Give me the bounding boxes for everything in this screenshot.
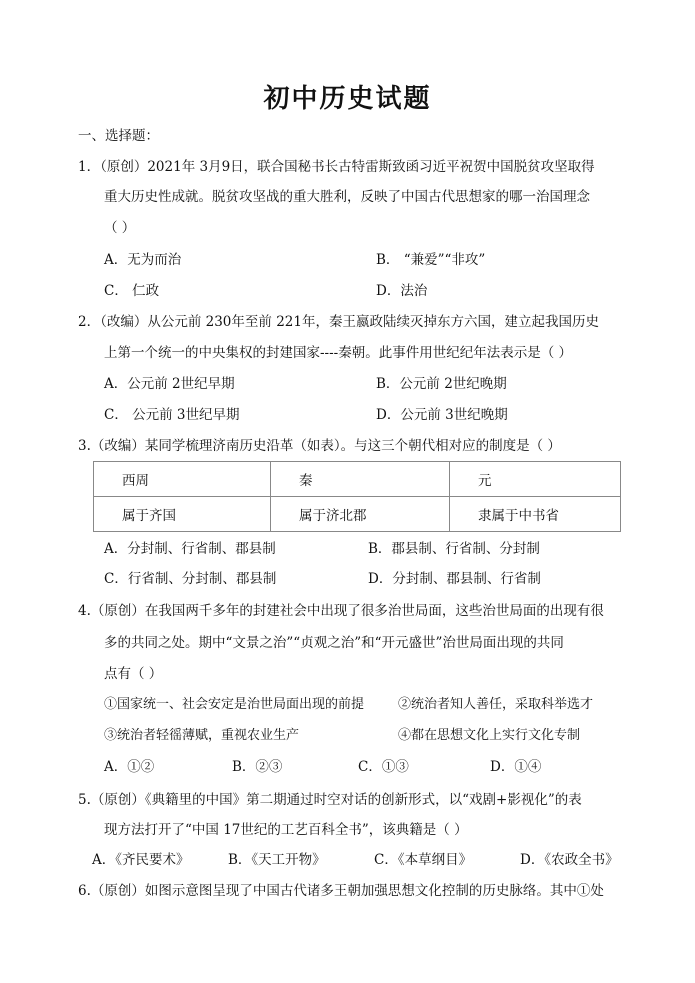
question-5-option-a: A．《齐民要术》 xyxy=(92,852,190,868)
question-2-option-d: D．公元前 3世纪晚期 xyxy=(376,407,508,423)
question-2-option-b: B．公元前 2世纪晚期 xyxy=(376,376,507,392)
question-1-option-c: C． 仁政 xyxy=(104,283,160,299)
question-5-line-1: 5.（原创）《典籍里的中国》第二期通过时空对话的创新形式，以“戏剧+影视化”的表 xyxy=(78,792,582,808)
question-4-line-1: 4.（原创）在我国两千多年的封建社会中出现了很多治世局面，这些治世局面的出现有很 xyxy=(78,603,604,619)
question-4-option-c: C．①③ xyxy=(358,759,409,775)
question-3-option-a: A．分封制、行省制、郡县制 xyxy=(104,541,276,557)
question-5-option-c: C．《本草纲目》 xyxy=(374,852,473,868)
question-3-option-c: C．行省制、分封制、郡县制 xyxy=(104,571,277,587)
history-table xyxy=(93,461,621,532)
question-5-line-2: 现方法打开了“中国 17世纪的工艺百科全书”，该典籍是（ ） xyxy=(104,822,468,838)
question-1-line-2: 重大历史性成就。脱贫攻坚战的重大胜利，反映了中国古代思想家的哪一治国理念 xyxy=(104,189,590,205)
question-4-statement-3: ③统治者轻徭薄赋，重视农业生产 xyxy=(104,728,300,743)
question-2-option-a: A．公元前 2世纪早期 xyxy=(104,376,235,392)
question-2-line-1: 2．（改编）从公元前 230年至前 221年，秦王嬴政陆续灭掉东方六国，建立起我国历史 xyxy=(78,314,599,330)
question-2-line-2: 上第一个统一的中央集权的封建国家----秦朝。此事件用世纪纪年法表示是（ ） xyxy=(104,345,573,361)
question-3-option-b: B．郡县制、行省制、分封制 xyxy=(368,541,540,557)
question-5-option-d: D．《农政全书》 xyxy=(520,852,619,868)
table-cell: 属于齐国 xyxy=(94,497,271,532)
question-4-option-b: B．②③ xyxy=(232,759,283,775)
question-3-stem: 3.（改编）某同学梳理济南历史沿革（如表）。与这三个朝代相对应的制度是（ ） xyxy=(78,438,561,454)
section-heading: 一、选择题： xyxy=(78,128,159,144)
question-4-option-d: D．①④ xyxy=(490,759,542,775)
question-1-line-1: 1．（原创）2021年 3月9日，联合国秘书长古特雷斯致函习近平祝贺中国脱贫攻坚取得 xyxy=(78,159,595,175)
table-row xyxy=(94,497,621,532)
question-4-statement-2: ②统治者知人善任，采取科举选才 xyxy=(398,697,594,712)
table-cell: 秦 xyxy=(271,462,450,497)
question-1-option-d: D．法治 xyxy=(376,283,428,299)
question-4-line-3: 点有（ ） xyxy=(104,666,163,682)
table-cell: 隶属于中书省 xyxy=(450,497,621,532)
table-cell: 西周 xyxy=(94,462,271,497)
question-4-statement-1: ①国家统一、社会安定是治世局面出现的前提 xyxy=(104,697,365,712)
table-cell: 属于济北郡 xyxy=(271,497,450,532)
question-6-line-1: 6.（原创）如图示意图呈现了中国古代诸多王朝加强思想文化控制的历史脉络。其中①处 xyxy=(78,883,604,899)
question-5-option-b: B．《天工开物》 xyxy=(228,852,326,868)
question-1-option-b: B． “兼爱”“非攻” xyxy=(376,252,486,268)
table-cell: 元 xyxy=(450,462,621,497)
question-4-option-a: A．①② xyxy=(104,759,155,775)
page-title: 初中历史试题 xyxy=(263,84,432,114)
question-4-line-2: 多的共同之处。期中“文景之治”“贞观之治”和“开元盛世”治世局面出现的共同 xyxy=(104,635,564,651)
question-1-option-a: A．无为而治 xyxy=(104,252,182,268)
question-2-option-c: C． 公元前 3世纪早期 xyxy=(104,407,240,423)
table-row xyxy=(94,462,621,497)
question-3-option-d: D．分封制、郡县制、行省制 xyxy=(368,571,541,587)
question-1-line-3: （ ） xyxy=(104,220,136,236)
question-4-statement-4: ④都在思想文化上实行文化专制 xyxy=(398,728,581,743)
